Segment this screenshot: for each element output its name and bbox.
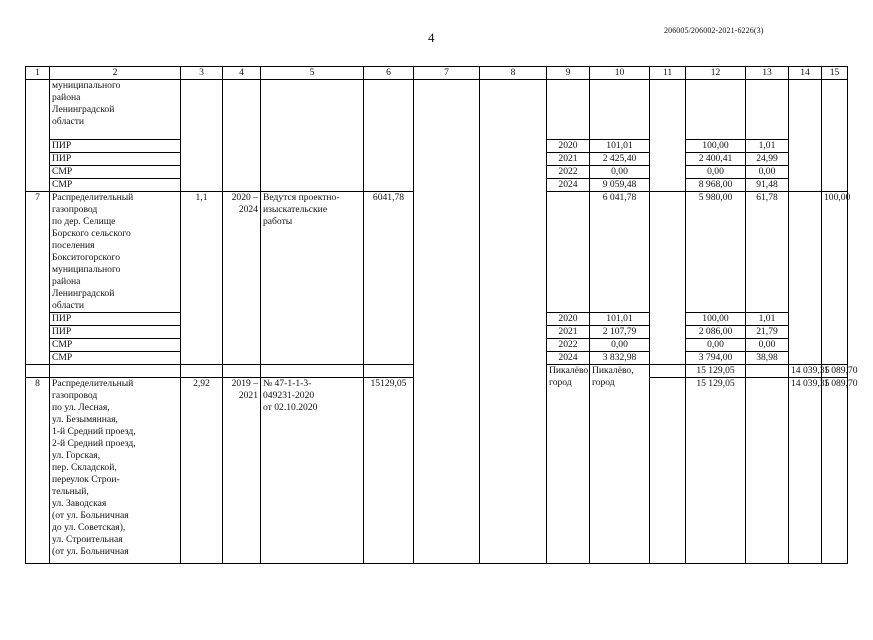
estimate-cost: 15129,05	[364, 378, 414, 564]
cell	[746, 80, 789, 140]
cell	[650, 80, 686, 192]
year: 2021	[547, 153, 590, 166]
stage-label: СМР	[50, 179, 181, 192]
column-header: 15	[822, 67, 848, 80]
length-km: 1,1	[181, 192, 223, 365]
status: Ведутся проектно- изыскательские работы	[261, 192, 364, 365]
cell	[364, 365, 414, 378]
federal-value: 100,00	[686, 313, 746, 326]
total-value: 2 425,40	[590, 153, 650, 166]
stage-label: ПИР	[50, 153, 181, 166]
total-value: 15 129,05	[686, 378, 746, 564]
total-value: 3 832,98	[590, 352, 650, 365]
federal-value: 100,00	[686, 140, 746, 153]
total-value: 101,01	[590, 313, 650, 326]
cell	[364, 80, 414, 192]
data-table	[25, 66, 858, 564]
year: 2021	[547, 326, 590, 339]
cell	[547, 80, 590, 140]
year: 2024	[547, 352, 590, 365]
cell	[650, 378, 686, 564]
regional-value: 1,01	[746, 313, 789, 326]
regional-value: 0,00	[746, 166, 789, 179]
column-header: 6	[364, 67, 414, 80]
regional-value: 24,99	[746, 153, 789, 166]
total-value: 0,00	[590, 166, 650, 179]
table-row	[26, 80, 848, 140]
federal-value: 14 039,35	[789, 378, 822, 564]
locality-name: Пикалёво, город	[590, 365, 650, 564]
federal-value: 5 980,00	[686, 192, 746, 313]
cell	[223, 365, 261, 378]
total-value: 15 129,05	[686, 365, 746, 378]
column-15-value: 100,00	[822, 192, 848, 365]
row-number: 7	[26, 192, 50, 365]
object-name: муниципального района Ленинградской области	[50, 80, 181, 140]
stage-label: ПИР	[50, 313, 181, 326]
cell	[26, 365, 50, 378]
cell	[650, 192, 686, 365]
regional-value: 91,48	[746, 179, 789, 192]
regional-value: 38,98	[746, 352, 789, 365]
year: 2022	[547, 166, 590, 179]
cell	[50, 365, 181, 378]
column-header: 7	[414, 67, 480, 80]
regional-value: 1 089,70	[822, 365, 848, 378]
year: 2020	[547, 313, 590, 326]
total-value: 9 059,48	[590, 179, 650, 192]
cell	[746, 378, 789, 564]
year: 2024	[547, 179, 590, 192]
cell	[746, 365, 789, 378]
cell	[480, 80, 547, 564]
federal-value: 8 968,00	[686, 179, 746, 192]
stage-label: ПИР	[50, 140, 181, 153]
column-header: 4	[223, 67, 261, 80]
cell	[789, 192, 822, 365]
column-header: 5	[261, 67, 364, 80]
year: 2020	[547, 140, 590, 153]
row-number: 8	[26, 378, 50, 564]
city-name: Пикалёво, город	[547, 365, 590, 564]
cell	[181, 80, 223, 192]
column-header: 11	[650, 67, 686, 80]
length-km: 2,92	[181, 378, 223, 564]
cell	[686, 80, 746, 140]
regional-value: 0,00	[746, 339, 789, 352]
cell	[223, 80, 261, 192]
column-header: 13	[746, 67, 789, 80]
federal-value: 3 794,00	[686, 352, 746, 365]
cell	[650, 365, 686, 378]
permit: № 47-1-1-3- 049231-2020 от 02.10.2020	[261, 378, 364, 564]
cell	[261, 80, 364, 192]
regional-value: 21,79	[746, 326, 789, 339]
document-reference: 206005/206002-2021-6226(3)	[664, 26, 764, 35]
cell	[590, 80, 650, 140]
total-value: 6 041,78	[590, 192, 650, 313]
federal-value: 14 039,35	[789, 365, 822, 378]
column-header: 9	[547, 67, 590, 80]
column-header: 8	[480, 67, 547, 80]
stage-label: СМР	[50, 166, 181, 179]
page-number: 4	[428, 30, 435, 45]
object-name: Распределительный газопровод по ул. Лесная, ул. Безымянная, 1-й Средний проезд, 2-й Средний проезд, ул. Горская, пер. Складской, переулок Строи- тельный, ул. Заводская (от ул. Больничная до ул. Советская), ул. Строительная (от ул. Больничная	[50, 378, 181, 564]
column-header: 10	[590, 67, 650, 80]
regional-value: 1 089,70	[822, 378, 848, 564]
estimate-cost: 6041,78	[364, 192, 414, 365]
stage-label: ПИР	[50, 326, 181, 339]
column-header: 2	[50, 67, 181, 80]
regional-value: 1,01	[746, 140, 789, 153]
column-header: 12	[686, 67, 746, 80]
stage-label: СМР	[50, 339, 181, 352]
object-name: Распределительный газопровод по дер. Селище Борского сельского поселения Бокситогорского муниципального района Ленинградской области	[50, 192, 181, 313]
regional-value: 61,78	[746, 192, 789, 313]
federal-value: 0,00	[686, 166, 746, 179]
cell	[822, 80, 848, 192]
total-value: 2 107,79	[590, 326, 650, 339]
federal-value: 0,00	[686, 339, 746, 352]
federal-value: 2 400,41	[686, 153, 746, 166]
cell	[414, 80, 480, 564]
column-header: 1	[26, 67, 50, 80]
period: 2019 – 2021	[223, 378, 261, 564]
period: 2020 – 2024	[223, 192, 261, 365]
column-header: 14	[789, 67, 822, 80]
cell	[789, 80, 822, 192]
cell	[26, 80, 50, 192]
cell	[261, 365, 364, 378]
column-header: 3	[181, 67, 223, 80]
year: 2022	[547, 339, 590, 352]
column-number-row	[26, 67, 848, 80]
cell	[181, 365, 223, 378]
federal-value: 2 086,00	[686, 326, 746, 339]
total-value: 0,00	[590, 339, 650, 352]
total-value: 101,01	[590, 140, 650, 153]
stage-label: СМР	[50, 352, 181, 365]
cell	[547, 192, 590, 313]
